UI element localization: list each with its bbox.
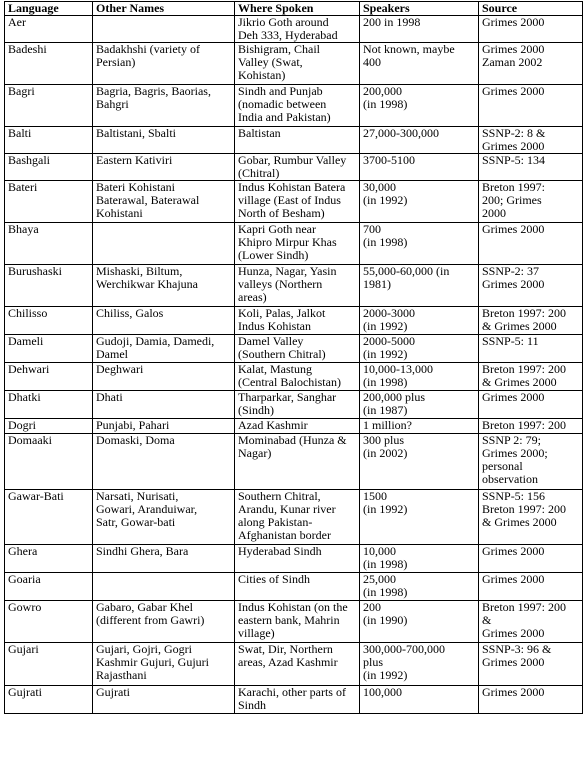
cell-speakers — [360, 573, 479, 601]
cell-where-spoken — [235, 265, 360, 307]
table-row — [5, 335, 583, 363]
cell-other-names — [93, 419, 235, 434]
cell-other-names — [93, 434, 235, 490]
cell-speakers — [360, 43, 479, 85]
cell-language: Bashgali — [5, 154, 93, 181]
cell-line: 3700-5100 — [363, 153, 415, 167]
cell-line: Grimes 2000 — [482, 685, 545, 699]
cell-line: eastern bank, Mahrin — [238, 613, 340, 627]
cell-speakers — [360, 223, 479, 265]
cell-line: Valley (Swat, — [238, 55, 303, 69]
cell-language: Ghera — [5, 545, 93, 573]
cell-line: plus — [363, 655, 384, 669]
table-row — [5, 545, 583, 573]
cell-speakers — [360, 127, 479, 154]
cell-line: Grimes 2000 — [482, 544, 545, 558]
cell-line: India and Pakistan) — [238, 110, 331, 124]
cell-line: Swat, Dir, Northern — [238, 642, 333, 656]
cell-line: areas) — [238, 290, 267, 304]
cell-other-names — [93, 686, 235, 714]
cell-speakers — [360, 419, 479, 434]
cell-line: 30,000 — [363, 180, 396, 194]
cell-line: Indus Kohistan (on the — [238, 600, 348, 614]
cell-line: (in 1998) — [363, 557, 408, 571]
cell-language: Dhatki — [5, 391, 93, 419]
cell-line: Damel — [96, 347, 128, 361]
cell-source — [479, 307, 583, 335]
cell-line: 2000-3000 — [363, 306, 415, 320]
cell-line: Grimes 2000 — [482, 42, 545, 56]
table-row — [5, 601, 583, 643]
cell-language: Bhaya — [5, 223, 93, 265]
cell-language: Aer — [5, 16, 93, 43]
cell-line: areas, Azad Kashmir — [238, 655, 338, 669]
cell-language: Gowro — [5, 601, 93, 643]
cell-source — [479, 419, 583, 434]
cell-language: Burushaski — [5, 265, 93, 307]
cell-other-names — [93, 154, 235, 181]
cell-line: SSNP-5: 134 — [482, 153, 546, 167]
table-row — [5, 154, 583, 181]
cell-other-names — [93, 335, 235, 363]
cell-line: SSNP-2: 8 & — [482, 126, 546, 140]
cell-line: (Central Balochistan) — [238, 375, 341, 389]
cell-language: Bateri — [5, 181, 93, 223]
cell-line: (in 1990) — [363, 613, 408, 627]
cell-line: Zaman 2002 — [482, 55, 543, 69]
table-row — [5, 434, 583, 490]
cell-line: Gudoji, Damia, Damedi, — [96, 334, 215, 348]
cell-line: Sindh and Punjab — [238, 84, 323, 98]
cell-line: SSNP-2: 37 — [482, 264, 540, 278]
cell-where-spoken — [235, 335, 360, 363]
cell-line: valleys (Northern — [238, 277, 323, 291]
cell-line: Baterawal, Baterawal — [96, 193, 200, 207]
table-row — [5, 391, 583, 419]
cell-language: Gawar-Bati — [5, 490, 93, 545]
table-row — [5, 265, 583, 307]
cell-where-spoken — [235, 434, 360, 490]
cell-line: 2000-5000 — [363, 334, 415, 348]
cell-where-spoken — [235, 363, 360, 391]
cell-line: Mominabad (Hunza & — [238, 433, 347, 447]
cell-line: Domaski, Doma — [96, 433, 175, 447]
cell-line: Not known, maybe — [363, 42, 455, 56]
cell-language: Goaria — [5, 573, 93, 601]
cell-line: Deghwari — [96, 362, 144, 376]
cell-line: Indus Kohistan — [238, 319, 311, 333]
header-row — [5, 2, 583, 16]
cell-language: Gujrati — [5, 686, 93, 714]
table-row — [5, 223, 583, 265]
cell-line: SSNP-5: 11 — [482, 334, 539, 348]
table-row — [5, 307, 583, 335]
cell-line: Grimes 2000 — [482, 222, 545, 236]
cell-line: 700 — [363, 222, 381, 236]
cell-line: Breton 1997: 200 — [482, 502, 566, 516]
cell-line: Cities of Sindh — [238, 572, 311, 586]
cell-source — [479, 265, 583, 307]
cell-line: 10,000-13,000 — [363, 362, 433, 376]
cell-line: Dhati — [96, 390, 123, 404]
table-row — [5, 643, 583, 686]
cell-where-spoken — [235, 85, 360, 127]
cell-line: (Sindh) — [238, 403, 274, 417]
cell-line: 200,000 plus — [363, 390, 426, 404]
cell-line: & Grimes 2000 — [482, 515, 557, 529]
header-other-names: Other Names — [93, 2, 235, 16]
cell-line: & — [482, 613, 492, 627]
cell-line: Damel Valley — [238, 334, 304, 348]
cell-other-names — [93, 307, 235, 335]
table-row — [5, 419, 583, 434]
cell-line: Hunza, Nagar, Yasin — [238, 264, 337, 278]
cell-speakers — [360, 490, 479, 545]
cell-line: 10,000 — [363, 544, 396, 558]
cell-line: Kapri Goth near — [238, 222, 316, 236]
cell-other-names — [93, 545, 235, 573]
cell-line: observation — [482, 472, 538, 486]
cell-language: Chilisso — [5, 307, 93, 335]
cell-source — [479, 643, 583, 686]
cell-line: Mishaski, Biltum, — [96, 264, 183, 278]
cell-line: Eastern Kativiri — [96, 153, 173, 167]
cell-line: Grimes 2000; — [482, 446, 548, 460]
cell-line: Grimes 2000 — [482, 84, 545, 98]
cell-language: Bagri — [5, 85, 93, 127]
cell-line: 300,000-700,000 — [363, 642, 445, 656]
cell-line: 100,000 — [363, 685, 402, 699]
cell-where-spoken — [235, 43, 360, 85]
cell-line: Breton 1997: — [482, 180, 545, 194]
cell-line: 200 in 1998 — [363, 15, 421, 29]
cell-line: Arandu, Kunar river — [238, 502, 336, 516]
table-row — [5, 85, 583, 127]
table-body — [5, 16, 583, 714]
cell-source — [479, 16, 583, 43]
cell-line: village (East of Indus — [238, 193, 341, 207]
cell-line: (in 1992) — [363, 319, 408, 333]
cell-line: Breton 1997: 200 — [482, 600, 566, 614]
cell-line: (Lower Sindh) — [238, 248, 309, 262]
cell-line: Koli, Palas, Jalkot — [238, 306, 326, 320]
cell-line: & Grimes 2000 — [482, 319, 557, 333]
cell-where-spoken — [235, 307, 360, 335]
cell-line: Gujari, Gojri, Gogri — [96, 642, 192, 656]
cell-line: Khipro Mirpur Khas — [238, 235, 337, 249]
cell-line: Breton 1997: 200 — [482, 418, 566, 432]
cell-line: (in 1998) — [363, 585, 408, 599]
cell-where-spoken — [235, 573, 360, 601]
table-row — [5, 490, 583, 545]
cell-speakers — [360, 265, 479, 307]
cell-where-spoken — [235, 601, 360, 643]
cell-other-names — [93, 43, 235, 85]
cell-line: (in 1998) — [363, 235, 408, 249]
cell-source — [479, 601, 583, 643]
cell-source — [479, 434, 583, 490]
cell-language: Balti — [5, 127, 93, 154]
cell-speakers — [360, 363, 479, 391]
cell-other-names — [93, 127, 235, 154]
cell-speakers — [360, 16, 479, 43]
cell-line: 55,000-60,000 (in — [363, 264, 450, 278]
cell-language: Dehwari — [5, 363, 93, 391]
cell-line: Satr, Gowar-bati — [96, 515, 176, 529]
cell-where-spoken — [235, 419, 360, 434]
languages-table — [4, 1, 583, 714]
cell-other-names — [93, 601, 235, 643]
cell-line: Grimes 2000 — [482, 139, 545, 153]
cell-line: Kohistani — [96, 206, 143, 220]
cell-line: Kashmir Gujuri, Gujuri — [96, 655, 209, 669]
cell-source — [479, 363, 583, 391]
cell-line: Deh 333, Hyderabad — [238, 28, 338, 42]
table-row — [5, 43, 583, 85]
cell-line: (in 1992) — [363, 502, 408, 516]
cell-line: Bahgri — [96, 97, 129, 111]
cell-source — [479, 335, 583, 363]
cell-speakers — [360, 307, 479, 335]
cell-line: Grimes 2000 — [482, 390, 545, 404]
cell-other-names — [93, 643, 235, 686]
cell-speakers — [360, 545, 479, 573]
cell-line: Sindhi Ghera, Bara — [96, 544, 189, 558]
cell-line: Karachi, other parts of — [238, 685, 346, 699]
cell-line: Kalat, Mastung — [238, 362, 312, 376]
table-row — [5, 573, 583, 601]
cell-line: (Chitral) — [238, 166, 280, 180]
cell-line: Chiliss, Galos — [96, 306, 164, 320]
cell-line: 200 — [363, 600, 381, 614]
cell-line: 2000 — [482, 206, 506, 220]
cell-line: (in 1987) — [363, 403, 408, 417]
cell-speakers — [360, 181, 479, 223]
cell-line: Sindh — [238, 698, 267, 712]
cell-speakers — [360, 686, 479, 714]
cell-line: Tharparkar, Sanghar — [238, 390, 337, 404]
cell-source — [479, 391, 583, 419]
cell-speakers — [360, 85, 479, 127]
cell-line: SSNP 2: 79; — [482, 433, 541, 447]
cell-line: Grimes 2000 — [482, 572, 545, 586]
cell-line: & Grimes 2000 — [482, 375, 557, 389]
table-row — [5, 686, 583, 714]
cell-line: personal — [482, 459, 523, 473]
header-language: Language — [5, 2, 93, 16]
cell-line: (different from Gawri) — [96, 613, 205, 627]
cell-source — [479, 686, 583, 714]
cell-other-names — [93, 85, 235, 127]
cell-line: Bagria, Bagris, Baorias, — [96, 84, 211, 98]
cell-where-spoken — [235, 490, 360, 545]
cell-speakers — [360, 601, 479, 643]
cell-line: Jikrio Goth around — [238, 15, 329, 29]
header-source: Source — [479, 2, 583, 16]
cell-line: Rajasthani — [96, 668, 147, 682]
cell-line: along Pakistan- — [238, 515, 313, 529]
cell-speakers — [360, 154, 479, 181]
cell-other-names — [93, 490, 235, 545]
cell-where-spoken — [235, 16, 360, 43]
cell-line: 200; Grimes — [482, 193, 542, 207]
cell-where-spoken — [235, 545, 360, 573]
cell-line: Afghanistan border — [238, 528, 331, 542]
cell-where-spoken — [235, 391, 360, 419]
table-row — [5, 16, 583, 43]
cell-line: (in 1992) — [363, 668, 408, 682]
cell-source — [479, 223, 583, 265]
cell-line: Punjabi, Pahari — [96, 418, 170, 432]
cell-line: Gujrati — [96, 685, 130, 699]
cell-line: Kohistan) — [238, 68, 286, 82]
cell-other-names — [93, 265, 235, 307]
cell-other-names — [93, 223, 235, 265]
cell-line: Grimes 2000 — [482, 655, 545, 669]
cell-line: Bateri Kohistani — [96, 180, 175, 194]
cell-line: Gabaro, Gabar Khel — [96, 600, 193, 614]
cell-other-names — [93, 391, 235, 419]
header-speakers: Speakers — [360, 2, 479, 16]
table-row — [5, 363, 583, 391]
cell-line: Grimes 2000 — [482, 626, 545, 640]
cell-line: North of Besham) — [238, 206, 325, 220]
cell-source — [479, 545, 583, 573]
cell-line: (in 1998) — [363, 375, 408, 389]
cell-other-names — [93, 573, 235, 601]
cell-line: Badakhshi (variety of — [96, 42, 200, 56]
cell-line: Werchikwar Khajuna — [96, 277, 198, 291]
cell-line: 1500 — [363, 489, 387, 503]
cell-line: (in 1992) — [363, 193, 408, 207]
cell-line: (in 1998) — [363, 97, 408, 111]
cell-line: Narsati, Nurisati, — [96, 489, 179, 503]
cell-line: SSNP-3: 96 & — [482, 642, 552, 656]
cell-line: Grimes 2000 — [482, 277, 545, 291]
cell-line: Southern Chitral, — [238, 489, 321, 503]
cell-where-spoken — [235, 181, 360, 223]
cell-speakers — [360, 643, 479, 686]
cell-source — [479, 85, 583, 127]
cell-where-spoken — [235, 643, 360, 686]
cell-other-names — [93, 363, 235, 391]
cell-line: Bishigram, Chail — [238, 42, 320, 56]
cell-line: Grimes 2000 — [482, 15, 545, 29]
cell-where-spoken — [235, 127, 360, 154]
cell-line: SSNP-5: 156 — [482, 489, 546, 503]
cell-line: 400 — [363, 55, 381, 69]
cell-speakers — [360, 335, 479, 363]
cell-where-spoken — [235, 154, 360, 181]
cell-line: Baltistani, Sbalti — [96, 126, 176, 140]
cell-source — [479, 154, 583, 181]
cell-line: Nagar) — [238, 446, 272, 460]
cell-line: (nomadic between — [238, 97, 327, 111]
cell-line: village) — [238, 626, 275, 640]
cell-line: Azad Kashmir — [238, 418, 308, 432]
cell-line: 200,000 — [363, 84, 402, 98]
cell-language: Domaaki — [5, 434, 93, 490]
cell-line: Persian) — [96, 55, 136, 69]
cell-line: 25,000 — [363, 572, 396, 586]
cell-line: 300 plus — [363, 433, 405, 447]
cell-line: Breton 1997: 200 — [482, 306, 566, 320]
cell-source — [479, 127, 583, 154]
cell-source — [479, 43, 583, 85]
cell-line: (in 1992) — [363, 347, 408, 361]
cell-other-names — [93, 181, 235, 223]
cell-where-spoken — [235, 686, 360, 714]
cell-other-names — [93, 16, 235, 43]
cell-speakers — [360, 391, 479, 419]
cell-where-spoken — [235, 223, 360, 265]
cell-line: Indus Kohistan Batera — [238, 180, 346, 194]
header-where-spoken: Where Spoken — [235, 2, 360, 16]
cell-line: Hyderabad Sindh — [238, 544, 322, 558]
cell-line: 1981) — [363, 277, 391, 291]
cell-language: Gujari — [5, 643, 93, 686]
cell-line: (in 2002) — [363, 446, 408, 460]
cell-language: Dogri — [5, 419, 93, 434]
table-row — [5, 127, 583, 154]
cell-source — [479, 573, 583, 601]
cell-language: Badeshi — [5, 43, 93, 85]
cell-line: 27,000-300,000 — [363, 126, 439, 140]
cell-line: Breton 1997: 200 — [482, 362, 566, 376]
cell-line: Gobar, Rumbur Valley — [238, 153, 347, 167]
cell-line: (Southern Chitral) — [238, 347, 326, 361]
cell-language: Dameli — [5, 335, 93, 363]
table-row — [5, 181, 583, 223]
cell-line: Baltistan — [238, 126, 281, 140]
cell-line: 1 million? — [363, 418, 412, 432]
cell-speakers — [360, 434, 479, 490]
cell-line: Gowari, Aranduiwar, — [96, 502, 198, 516]
cell-source — [479, 490, 583, 545]
cell-source — [479, 181, 583, 223]
